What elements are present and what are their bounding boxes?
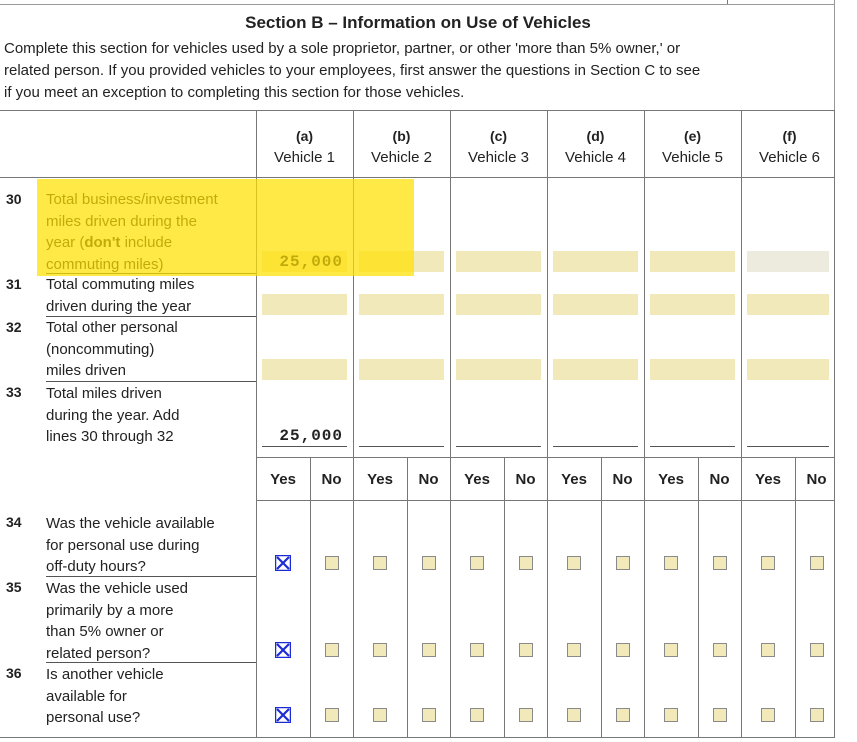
line-30-vehicle-4-field[interactable] [553,251,638,272]
line-35-vehicle-4-yes-checkbox[interactable] [567,643,581,657]
column-label: Vehicle 3 [468,149,529,166]
line-33-vehicle-6-field[interactable] [747,425,829,447]
column-header-vehicle-4 [547,125,644,169]
line-31-vehicle-4-field[interactable] [553,294,638,315]
line-34-vehicle-4-yes-checkbox[interactable] [567,556,581,570]
line-30-vehicle-6-field[interactable] [747,251,829,272]
column-header-vehicle-6 [741,125,838,169]
line-33-vehicle-3-field[interactable] [456,425,541,447]
line-34-vehicle-6-no-checkbox[interactable] [810,556,824,570]
yes-header: Yes [367,471,393,488]
line-36-vehicle-4-yes-checkbox[interactable] [567,708,581,722]
line-30-vehicle-3-field[interactable] [456,251,541,272]
line-33-number: 33 [6,384,22,400]
line-36-vehicle-1-yes-checkbox[interactable] [275,707,291,723]
line-35-vehicle-2-yes-checkbox[interactable] [373,643,387,657]
column-label: Vehicle 2 [371,149,432,166]
line-31-vehicle-2-field[interactable] [359,294,444,315]
line-34-vehicle-4-no-checkbox[interactable] [616,556,630,570]
line-32-vehicle-6-field[interactable] [747,359,829,380]
line-32-vehicle-4-field[interactable] [553,359,638,380]
column-letter: (a) [295,128,314,144]
yes-header: Yes [561,471,587,488]
line-34-vehicle-2-yes-checkbox[interactable] [373,556,387,570]
line-36-vehicle-5-no-checkbox[interactable] [713,708,727,722]
column-header-rule [0,177,835,178]
yes-no-divider [601,457,602,737]
yes-no-divider [504,457,505,737]
line-33-vehicle-1-field[interactable] [262,425,347,447]
line-36-vehicle-6-yes-checkbox[interactable] [761,708,775,722]
yes-header: Yes [270,471,296,488]
yes-no-divider [407,457,408,737]
column-label: Vehicle 5 [662,149,723,166]
right-edge-rule [834,0,835,110]
line-34-vehicle-1-yes-checkbox[interactable] [275,555,291,571]
line-31-number: 31 [6,276,22,292]
yes-no-top-rule [256,457,835,458]
line-35-vehicle-5-yes-checkbox[interactable] [664,643,678,657]
line-31-vehicle-6-field[interactable] [747,294,829,315]
line-31-vehicle-5-field[interactable] [650,294,735,315]
line-34-vehicle-3-no-checkbox[interactable] [519,556,533,570]
line-32-vehicle-5-field[interactable] [650,359,735,380]
line-35-vehicle-6-yes-checkbox[interactable] [761,643,775,657]
line-33-vehicle-4-field[interactable] [553,425,638,447]
line-35-vehicle-1-yes-checkbox[interactable] [275,642,291,658]
x-mark-icon [275,707,291,723]
row-31-underline [46,316,256,317]
line-34-vehicle-2-no-checkbox[interactable] [422,556,436,570]
line-34-vehicle-3-yes-checkbox[interactable] [470,556,484,570]
column-header-vehicle-1 [256,125,353,169]
line-35-vehicle-3-no-checkbox[interactable] [519,643,533,657]
column-letter: (e) [683,128,702,144]
line-36-vehicle-1-no-checkbox[interactable] [325,708,339,722]
yes-header: Yes [658,471,684,488]
column-header-vehicle-5 [644,125,741,169]
row-35-underline [46,662,256,663]
table-bottom-rule [0,737,835,738]
line-35-vehicle-5-no-checkbox[interactable] [713,643,727,657]
no-header: No [321,471,342,488]
column-letter: (b) [392,128,411,144]
section-instructions: Complete this section for vehicles used by a sole proprietor, partner, or other 'more than 5% owner,' or related person. If you provided vehicles to your employees, first answer the questions in Section C to see if you meet an exception to completing this section for those vehicles. [4,40,701,101]
column-rule [644,110,645,737]
line-36-vehicle-4-no-checkbox[interactable] [616,708,630,722]
top-tick [727,0,728,4]
column-letter: (d) [586,128,605,144]
line-36-number: 36 [6,665,22,681]
line-33-vehicle-2-field[interactable] [359,425,444,447]
line-32-vehicle-3-field[interactable] [456,359,541,380]
x-mark-icon [275,642,291,658]
no-header: No [612,471,633,488]
yes-header: Yes [755,471,781,488]
column-label: Vehicle 4 [565,149,626,166]
line-36-vehicle-2-no-checkbox[interactable] [422,708,436,722]
line-35-vehicle-1-no-checkbox[interactable] [325,643,339,657]
line-32-vehicle-1-field[interactable] [262,359,347,380]
line-35-vehicle-6-no-checkbox[interactable] [810,643,824,657]
column-rule [450,110,451,737]
line-33-description: Total miles driven during the year. Add lines 30 through 32 [46,385,180,446]
section-title: Section B – Information on Use of Vehicles [245,13,591,32]
column-rule [834,110,835,737]
table-top-rule [0,110,835,111]
x-mark-icon [275,555,291,571]
yes-no-divider [310,457,311,737]
line-31-description: Total commuting miles driven during the year [46,276,195,315]
column-header-vehicle-2 [353,125,450,169]
line-34-vehicle-5-yes-checkbox[interactable] [664,556,678,570]
line-32-description: Total other personal (noncommuting) miles driven [46,319,178,380]
line-31-vehicle-3-field[interactable] [456,294,541,315]
row-34-underline [46,576,256,577]
column-letter: (f) [782,128,797,144]
line-35-vehicle-2-no-checkbox[interactable] [422,643,436,657]
row-32-underline [46,381,256,382]
no-header: No [418,471,439,488]
line-32-number: 32 [6,319,22,335]
line-34-number: 34 [6,514,22,530]
line-36-vehicle-5-yes-checkbox[interactable] [664,708,678,722]
yellow-highlight [37,179,414,276]
line-35-description: Was the vehicle used primarily by a more than 5% owner or related person? [46,580,189,663]
line-35-vehicle-4-no-checkbox[interactable] [616,643,630,657]
line-31-vehicle-1-field[interactable] [262,294,347,315]
column-label: Vehicle 6 [759,149,820,166]
column-header-vehicle-3 [450,125,547,169]
line-34-vehicle-5-no-checkbox[interactable] [713,556,727,570]
line-34-vehicle-1-no-checkbox[interactable] [325,556,339,570]
line-34-description: Was the vehicle available for personal use during off-duty hours? [46,515,215,576]
no-header: No [709,471,730,488]
top-rule [0,4,835,5]
column-label: Vehicle 1 [274,149,335,166]
column-rule [741,110,742,737]
column-rule [547,110,548,737]
line-35-number: 35 [6,579,22,595]
line-33-vehicle-5-field[interactable] [650,425,735,447]
line-30-number: 30 [6,191,22,207]
yes-header: Yes [464,471,490,488]
no-header: No [806,471,827,488]
yes-no-bottom-rule [256,500,835,501]
no-header: No [515,471,536,488]
line-32-vehicle-2-field[interactable] [359,359,444,380]
line-34-vehicle-6-yes-checkbox[interactable] [761,556,775,570]
yes-no-divider [795,457,796,737]
line-30-vehicle-5-field[interactable] [650,251,735,272]
line-36-vehicle-2-yes-checkbox[interactable] [373,708,387,722]
yes-no-divider [698,457,699,737]
field-value: 25,000 [279,427,343,445]
line-36-vehicle-3-no-checkbox[interactable] [519,708,533,722]
line-36-vehicle-6-no-checkbox[interactable] [810,708,824,722]
line-36-description: Is another vehicle available for personal use? [46,666,164,727]
line-36-vehicle-3-yes-checkbox[interactable] [470,708,484,722]
line-35-vehicle-3-yes-checkbox[interactable] [470,643,484,657]
column-letter: (c) [489,128,508,144]
